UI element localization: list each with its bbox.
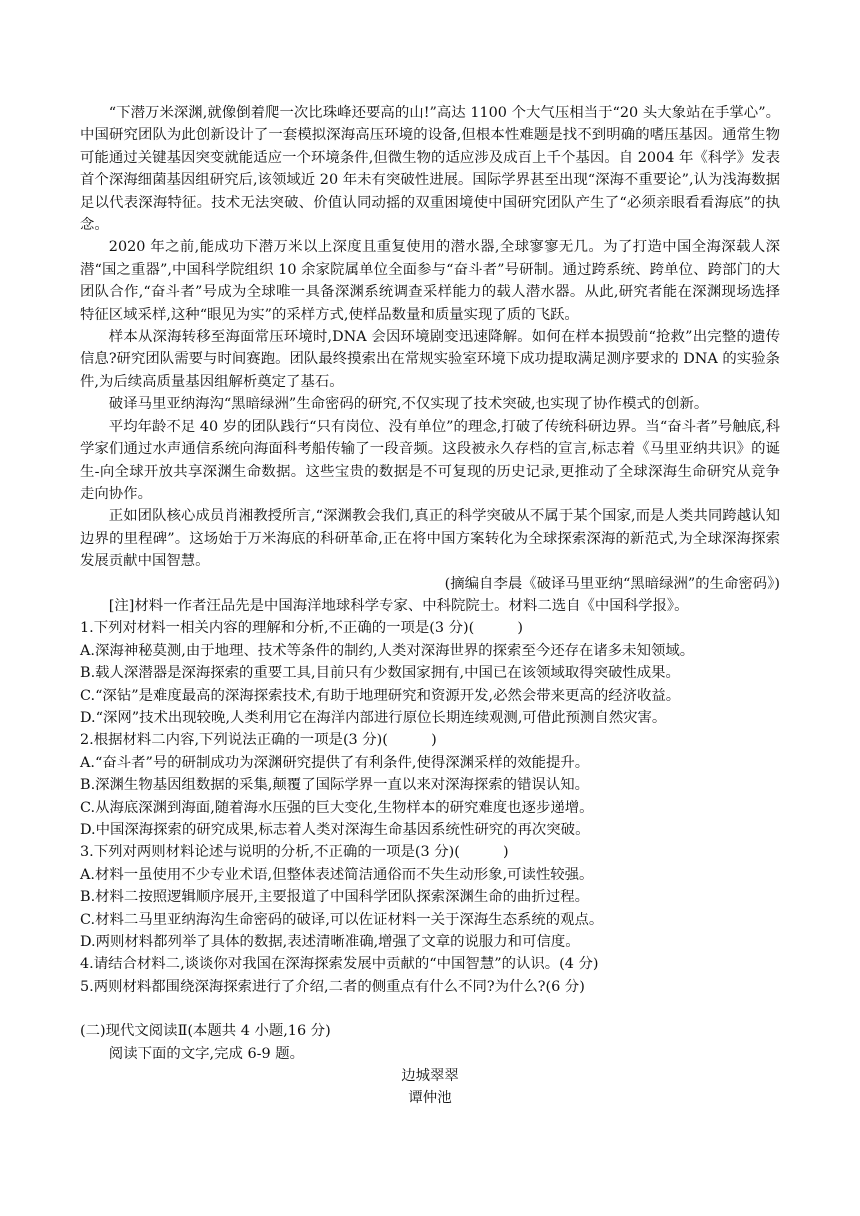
article-title: 边城翠翠 <box>401 1068 459 1085</box>
question-1-option-d: D.“深网”技术出现较晚,人类利用它在海洋内部进行原位长期连续观测,可借此预测自然灾害。 <box>80 709 667 726</box>
section-2-instruction: 阅读下面的文字,完成 6-9 题。 <box>108 1045 304 1062</box>
passage-paragraph-6: 正如团队核心成员肖湘教授所言,“深渊教会我们,真正的科学突破从不属于某个国家,而是人类共同跨越认知边界的里程碑”。这场始于万米海底的科研革命,正在将中国方案转化为全球探索深海的新范式,为全球深海探索发展贡献中国智慧。 <box>80 508 780 570</box>
question-3-option-c: C.材料二马里亚纳海沟生命密码的破译,可以佐证材料一关于深海生态系统的观点。 <box>80 911 604 928</box>
question-1-stem: 1.下列对材料一相关内容的理解和分析,不正确的一项是(3 分)( ) <box>80 620 524 637</box>
question-3-stem: 3.下列对两则材料论述与说明的分析,不正确的一项是(3 分)( ) <box>80 844 509 861</box>
question-1-option-b: B.载人深潜器是深海探索的重要工具,目前只有少数国家拥有,中国已在该领域取得突破性成果。 <box>80 665 680 682</box>
question-2-option-d: D.中国深海探索的研究成果,标志着人类对深海生命基因系统性研究的再次突破。 <box>80 822 590 838</box>
section-2-heading: (二)现代文阅读Ⅱ(本题共 4 小题,16 分) <box>80 1023 331 1040</box>
question-2-option-c: C.从海底深渊到海面,随着海水压强的巨大变化,生物样本的研究难度也逐步递增。 <box>80 799 594 816</box>
section-2 <box>80 1020 780 1110</box>
question-1-option-a: A.深海神秘莫测,由于地理、技术等条件的制约,人类对深海世界的探索至今还存在诸多未知领域。 <box>80 642 695 659</box>
passage-paragraph-5: 平均年龄不足 40 岁的团队践行“只有岗位、没有单位”的理念,打破了传统科研边界。当“奋斗者”号触底,科学家们通过水声通信系统向海面科考船传输了一段音频。这段被永久存档的宣言,标志着《马里亚纳共识》的诞生-向全球开放共享深渊生命数据。这些宝贵的数据是不可复现的历史记录,更推动了全球深海生命研究从竞争走向协作。 <box>80 418 780 502</box>
passage-paragraph-2: 2020 年之前,能成功下潜万米以上深度且重复使用的潜水器,全球寥寥无几。为了打造中国全海深载人深潜“国之重器”,中国科学院组织 10 余家院属单位全面参与“奋斗者”号研制。通过跨系统、跨单位、跨部门的大团队合作,“奋斗者”号成为全球唯一具备深渊系统调查采样能力的载人潜水器。从此,研究者能在深渊现场选择特征区域采样,这种“眼见为实”的采样方式,使样品数量和质量实现了质的飞跃。 <box>80 239 780 323</box>
question-3-option-b: B.材料二按照逻辑顺序展开,主要报道了中国科学团队探索深渊生命的曲折过程。 <box>80 889 590 906</box>
question-5-stem: 5.两则材料都围绕深海探索进行了介绍,二者的侧重点有什么不同?为什么?(6 分) <box>80 978 585 995</box>
section-gap <box>80 998 780 1020</box>
question-1-option-c: C.“深钻”是难度最高的深海探索技术,有助于地理研究和资源开发,必然会带来更高的经济收益。 <box>80 687 681 704</box>
passage-paragraph-3: 样本从深海转移至海面常压环境时,DNA 会因环境剧变迅速降解。如何在样本损毁前“抢救”出完整的遗传信息?研究团队需要与时间赛跑。团队最终摸索出在常规实验室环境下成功提取满足测序要求的 DNA 的实验条件,为后续高质量基因组解析奠定了基石。 <box>80 329 780 390</box>
passage-paragraph-1: “下潜万米深渊,就像倒着爬一次比珠峰还要高的山!”高达 1100 个大气压相当于“20 头大象站在手掌心”。中国研究团队为此创新设计了一套模拟深海高压环境的设备,但根本性难题是找不到明确的嗜压基因。通常生物可能通过关键基因突变就能适应一个环境条件,但微生物的适应涉及成百上千个基因。自 2004 年《科学》发表首个深海细菌基因组研究后,该领域近 20 年未有突破性进展。国际学界甚至出现“深海不重要论”,认为浅海数据足以代表深海特征。技术无法突破、价值认同动摇的双重困境使中国研究团队产生了“必须亲眼看看海底”的执念。 <box>80 105 780 234</box>
question-3-option-d: D.两则材料都列举了具体的数据,表述清晰准确,增强了文章的说服力和可信度。 <box>80 934 580 951</box>
question-2-option-b: B.深渊生物基因组数据的采集,颠覆了国际学界一直以来对深海探索的错误认知。 <box>80 777 590 794</box>
question-2-option-a: A.“奋斗者”号的研制成功为深渊研究提供了有利条件,使得深渊采样的效能提升。 <box>80 754 590 771</box>
question-3-option-a: A.材料一虽使用不少专业术语,但整体表述简洁通俗而不失生动形象,可读性较强。 <box>80 866 594 883</box>
passage-note: [注]材料一作者汪品先是中国海洋地球科学专家、中科院院士。材料二选自《中国科学报》。 <box>108 597 689 614</box>
passage-source: (摘编自李晨《破译马里亚纳“黑暗绿洲”的生命密码》) <box>444 575 780 592</box>
question-2-stem: 2.根据材料二内容,下列说法正确的一项是(3 分)( ) <box>80 732 437 749</box>
question-list <box>80 617 780 998</box>
passage <box>80 102 780 617</box>
passage-paragraph-4: 破译马里亚纳海沟“黑暗绿洲”生命密码的研究,不仅实现了技术突破,也实现了协作模式的创新。 <box>108 396 709 413</box>
question-4-stem: 4.请结合材料二,谈谈你对我国在深海探索发展中贡献的“中国智慧”的认识。(4 分) <box>80 956 599 973</box>
article-author: 谭仲池 <box>408 1090 452 1107</box>
